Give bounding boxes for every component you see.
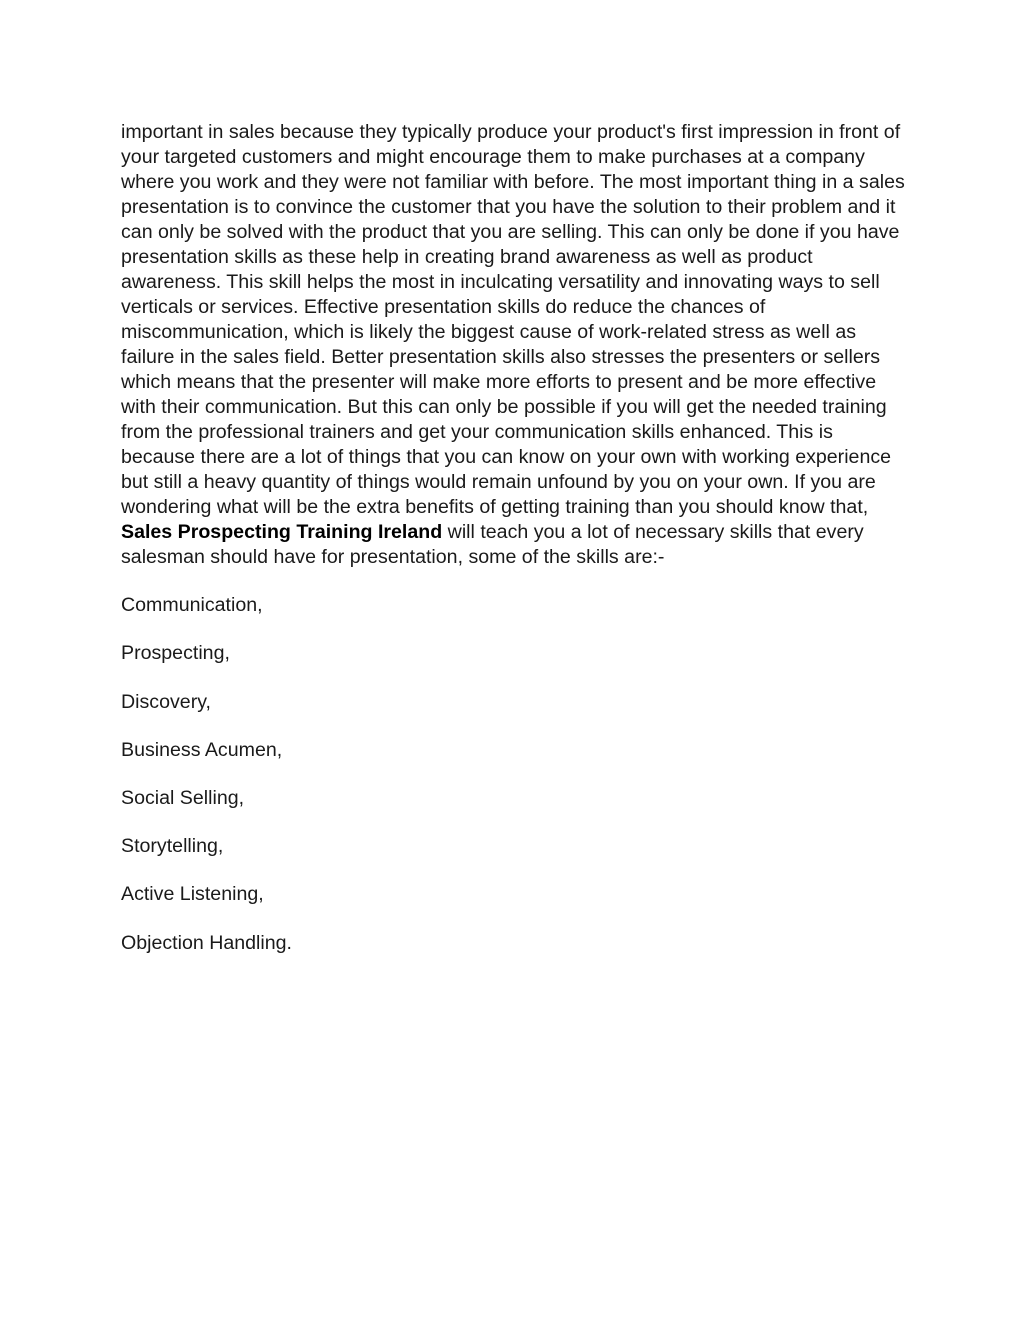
paragraph-text-after: will teach you a lot of necessary skills that every salesman should have for presentation, some of the skills are:- <box>121 521 864 568</box>
skills-list <box>121 593 911 955</box>
skill-item-business-acumen: Business Acumen, <box>121 738 283 761</box>
sales-prospecting-training-ireland-link[interactable]: Sales Prospecting Training Ireland <box>121 521 443 543</box>
skill-item-active-listening: Active Listening, <box>121 883 264 906</box>
paragraph-text-before: important in sales because they typically produce your product's first impression in front of your targeted customers and might encourage them to make purchases at a company where you work and they were not familiar with before. The most important thing in a sales presentation is to convince the customer that you have the solution to their problem and it can only be solved with the product that you are selling. This can only be done if you have presentation skills as these help in creating brand awareness as well as product awareness. This skill helps the most in inculcating versatility and innovating ways to sell verticals or services. Effective presentation skills do reduce the chances of miscommunication, which is likely the biggest cause of work-related stress as well as failure in the sales field. Better presentation skills also stresses the presenters or sellers which means that the presenter will make more efforts to present and be more effective with their communication. But this can only be possible if you will get the needed training from the professional trainers and get your communication skills enhanced. This is because there are a lot of things that you can know on your own with working experience but still a heavy quantity of things would remain unfound by you on your own. If you are wondering what will be the extra benefits of getting training than you should know that, <box>121 121 905 518</box>
skill-item-storytelling: Storytelling, <box>121 835 224 858</box>
skill-item-discovery: Discovery, <box>121 690 211 713</box>
skill-item-prospecting: Prospecting, <box>121 642 230 665</box>
skill-item-communication: Communication, <box>121 594 263 617</box>
document-body <box>121 120 911 956</box>
intro-paragraph <box>121 120 911 570</box>
skill-item-social-selling: Social Selling, <box>121 786 245 809</box>
skill-item-objection-handling: Objection Handling. <box>121 931 293 954</box>
